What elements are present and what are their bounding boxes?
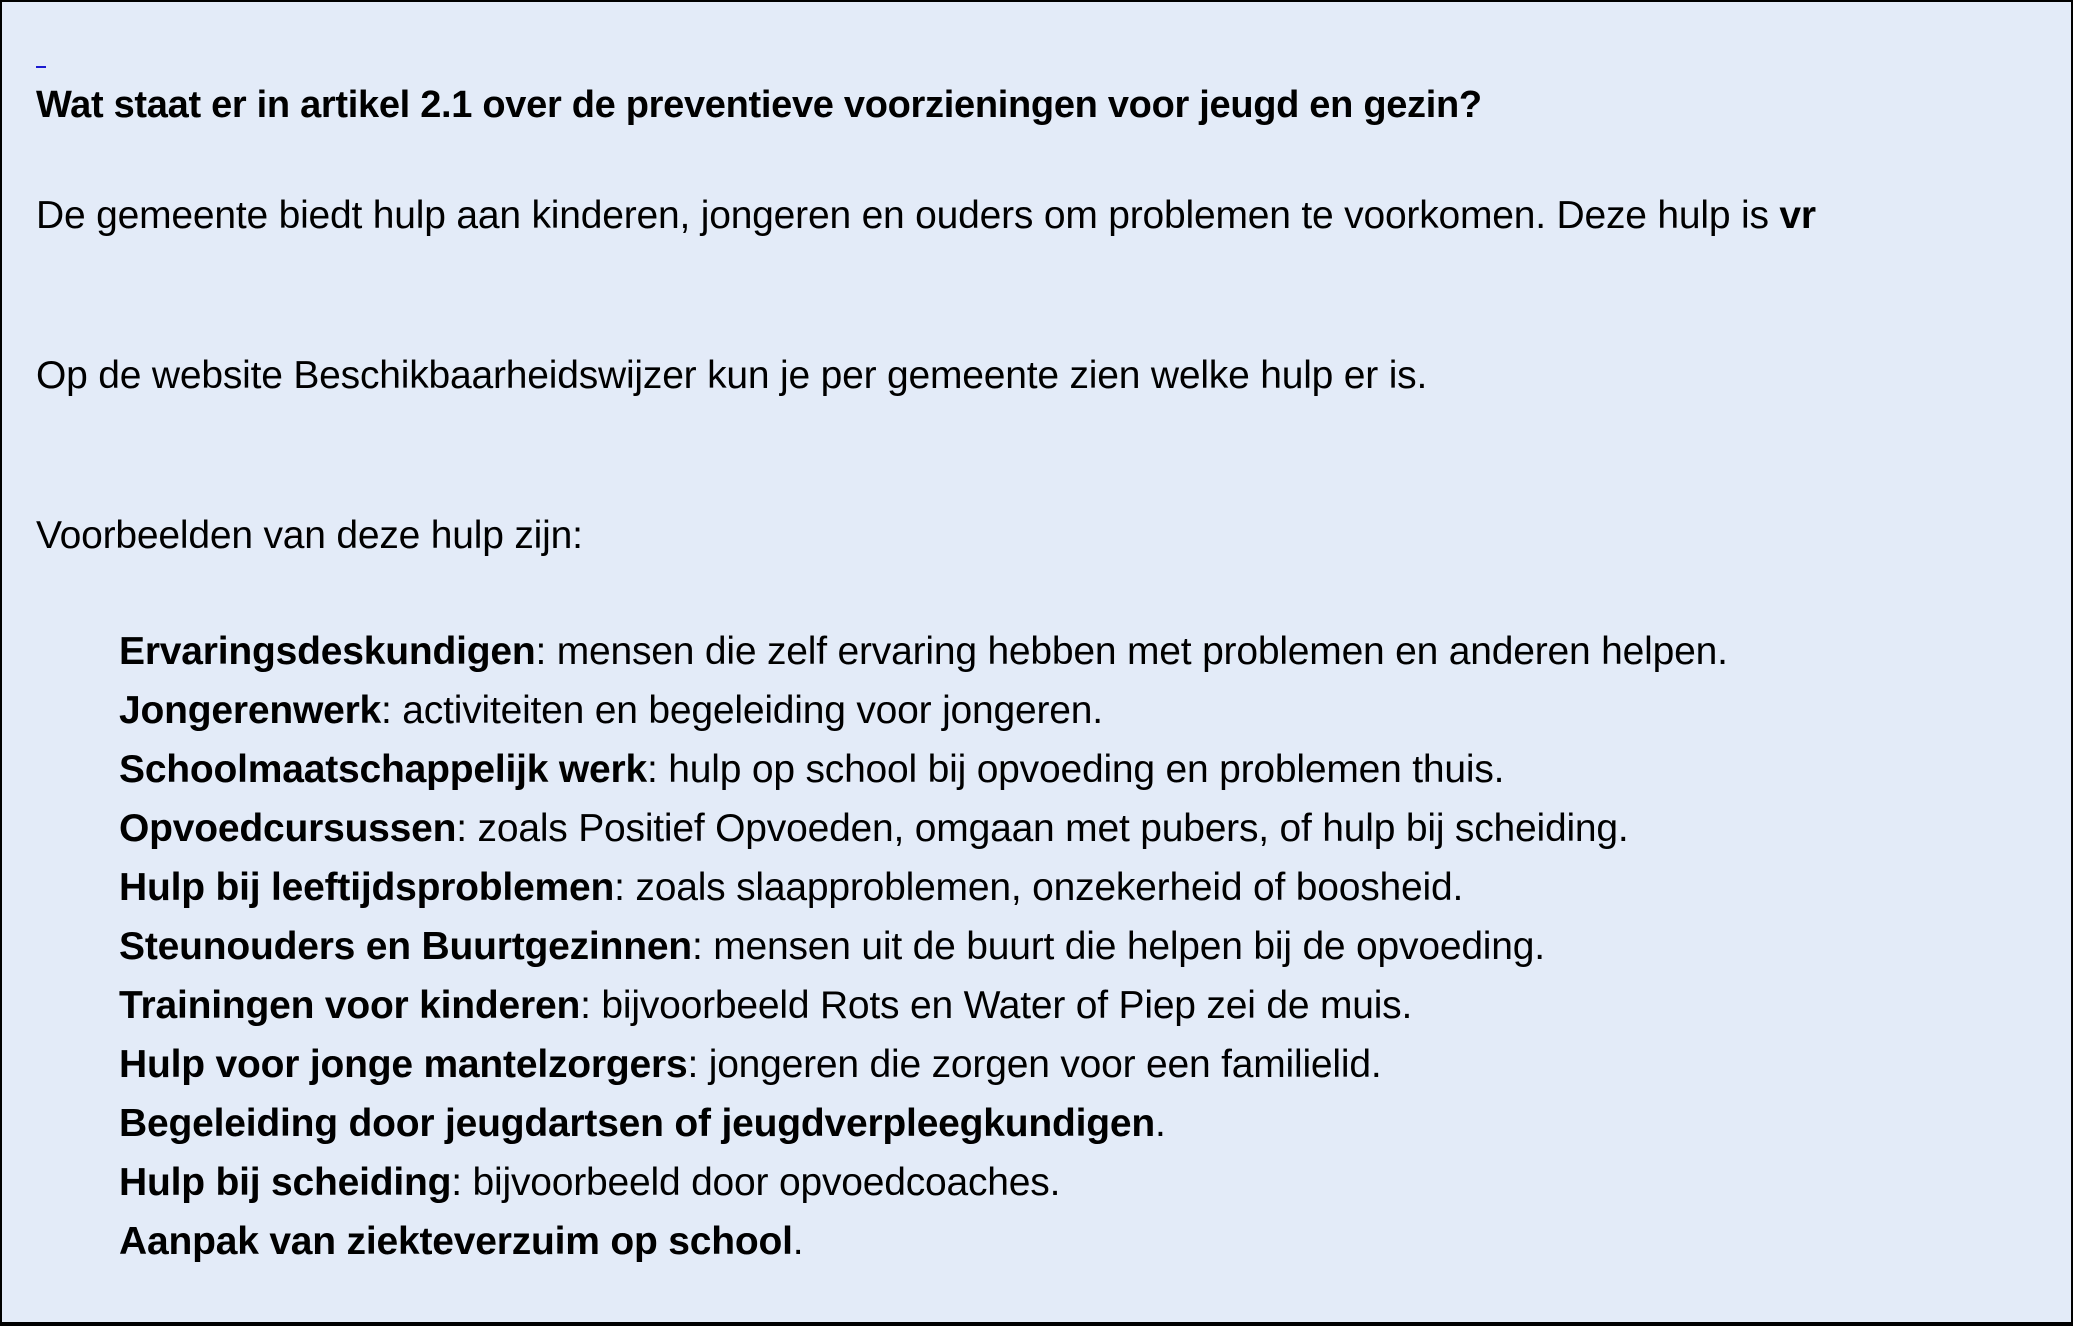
list-item <box>119 917 1728 976</box>
list-item <box>119 1035 1728 1094</box>
list-item-term: Steunouders en Buurtgezinnen <box>119 925 692 968</box>
list-item <box>119 681 1728 740</box>
list-item-term: Hulp voor jonge mantelzorgers <box>119 1043 688 1086</box>
list-item <box>119 622 1728 681</box>
list-item-term: Ervaringsdeskundigen <box>119 630 536 673</box>
intro-text: De gemeente biedt hulp aan kinderen, jongeren en ouders om problemen te voorkomen. Deze hulp is <box>36 194 1780 237</box>
list-item <box>119 740 1728 799</box>
list-item <box>119 1212 1728 1271</box>
list-item <box>119 799 1728 858</box>
list-item-desc: : activiteiten en begeleiding voor jongeren. <box>381 689 1103 732</box>
examples-intro: Voorbeelden van deze hulp zijn: <box>36 514 583 557</box>
list-item-desc: . <box>1155 1102 1166 1145</box>
list-item-desc: : bijvoorbeeld door opvoedcoaches. <box>451 1161 1061 1204</box>
list-item <box>119 976 1728 1035</box>
list-item-term: Opvoedcursussen <box>119 807 457 850</box>
list-item <box>119 858 1728 917</box>
list-item-desc: . <box>792 1220 804 1263</box>
list-item-desc: : hulp op school bij opvoeding en problemen thuis. <box>647 748 1505 791</box>
list-item-desc: : zoals Positief Opvoeden, omgaan met pubers, of hulp bij scheiding. <box>456 807 1629 850</box>
question-heading: Wat staat er in artikel 2.1 over de preventieve voorzieningen voor jeugd en gezin? <box>36 84 1482 126</box>
list-item-desc: : jongeren die zorgen voor een familielid. <box>687 1043 1382 1086</box>
list-item-term: Schoolmaatschappelijk werk <box>119 748 648 791</box>
list-item-desc: : zoals slaapproblemen, onzekerheid of boosheid. <box>614 866 1464 909</box>
list-item-term: Hulp bij scheiding <box>119 1161 452 1204</box>
list-item-term: Jongerenwerk <box>119 689 382 732</box>
examples-list <box>119 622 1728 1271</box>
intro-paragraph <box>36 194 1816 238</box>
list-item <box>119 1153 1728 1212</box>
intro-bold-tail: vr <box>1779 194 1816 237</box>
list-item-desc: : bijvoorbeeld Rots en Water of Piep zei de muis. <box>580 984 1413 1027</box>
list-item-desc: : mensen uit de buurt die helpen bij de opvoeding. <box>691 925 1545 968</box>
link-anchor-mark[interactable] <box>36 66 46 68</box>
list-item-term: Trainingen voor kinderen <box>119 984 581 1027</box>
list-item <box>119 1094 1728 1153</box>
website-note: Op de website Beschikbaarheidswijzer kun je per gemeente zien welke hulp er is. <box>36 354 1428 397</box>
list-item-term: Begeleiding door jeugdartsen of jeugdverpleegkundigen <box>119 1102 1156 1145</box>
list-item-term: Aanpak van ziekteverzuim op school <box>119 1220 793 1263</box>
list-item-desc: : mensen die zelf ervaring hebben met problemen en anderen helpen. <box>535 630 1728 673</box>
list-item-term: Hulp bij leeftijdsproblemen <box>119 866 615 909</box>
